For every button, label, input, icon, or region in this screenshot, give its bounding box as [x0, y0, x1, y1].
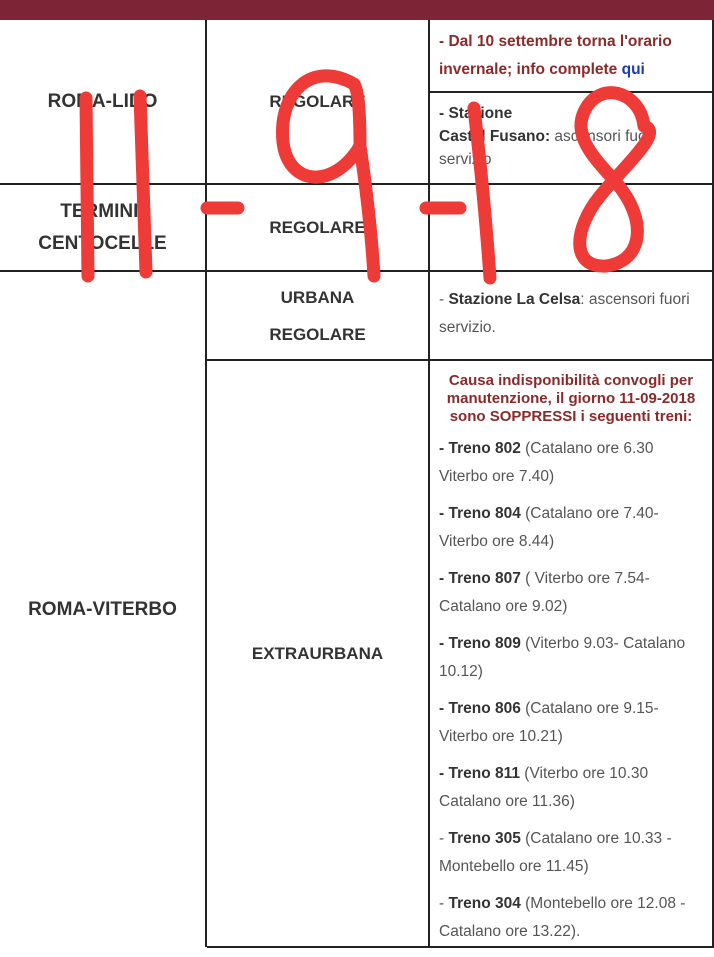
- notice-text: ascensori fuori servizio: [439, 128, 656, 168]
- status-label: REGOLARE: [269, 324, 366, 344]
- train-number: - Treno 811: [439, 765, 520, 782]
- train-number: Treno 305: [448, 830, 521, 847]
- line-name-cell: [0, 272, 205, 947]
- notice-castel-fusano: [439, 102, 701, 171]
- train-number: - Treno 809: [439, 635, 521, 652]
- notice-prefix: -: [439, 291, 449, 308]
- notice-la-celsa: [439, 286, 701, 342]
- service-type: EXTRAURBANA: [251, 644, 384, 663]
- line-name: ROMA-VITERBO: [28, 598, 177, 620]
- train-schedule: (Catalano ore 6.30 Viterbo ore 7.40): [439, 440, 654, 485]
- train-schedule: (Montebello ore 12.08 - Catalano ore 13.22).: [439, 895, 686, 940]
- service-type: URBANA: [280, 287, 355, 307]
- train-item: [439, 500, 703, 556]
- status-cell: [207, 185, 428, 270]
- status-cell: [207, 361, 428, 946]
- notice-text: : ascensori fuori servizio.: [439, 291, 690, 336]
- train-item: [439, 565, 703, 621]
- train-schedule: (Catalano ore 7.40- Viterbo ore 8.44): [439, 505, 659, 550]
- status-label: REGOLARE: [269, 218, 366, 237]
- train-item: [439, 760, 703, 816]
- train-prefix: -: [439, 830, 449, 847]
- table-divider: [207, 946, 714, 948]
- status-cell: [207, 272, 428, 359]
- train-number: - Treno 802: [439, 440, 521, 457]
- train-schedule: (Catalano ore 9.15- Viterbo ore 10.21): [439, 700, 659, 745]
- line-name: ROMA-LIDO: [47, 90, 158, 112]
- notice-orario: [439, 28, 701, 84]
- train-schedule: (Viterbo ore 10.30 Catalano ore 11.36): [439, 765, 649, 810]
- train-number: Treno 304: [448, 895, 521, 912]
- line-name: CENTOCELLE: [38, 232, 167, 254]
- train-list: [439, 435, 703, 946]
- notice-prefix: - Stazione: [439, 105, 513, 122]
- line-name-cell: [0, 185, 205, 270]
- train-schedule: ( Viterbo ore 7.54- Catalano ore 9.02): [439, 570, 650, 615]
- station-name: Stazione La Celsa: [448, 291, 581, 308]
- status-label: REGOLARE: [269, 92, 366, 111]
- train-item: [439, 825, 703, 881]
- header-bar: [0, 0, 714, 20]
- train-number: - Treno 804: [439, 505, 521, 522]
- notice-headline: Causa indisponibilità convogli per manutenzione, il giorno 11-09-2018 sono SOPPRESSI i seguenti treni:: [446, 372, 696, 425]
- info-link[interactable]: qui: [621, 61, 645, 78]
- status-table: [0, 20, 714, 957]
- notice-text: - Dal 10 settembre torna l'orario invernale; info complete: [439, 33, 672, 78]
- train-item: [439, 695, 703, 751]
- line-name-cell: [0, 20, 205, 183]
- table-divider: [428, 20, 430, 947]
- train-schedule: (Catalano ore 10.33 - Montebello ore 11.45): [439, 830, 672, 875]
- train-number: - Treno 807: [439, 570, 521, 587]
- train-schedule: (Viterbo 9.03- Catalano 10.12): [439, 635, 686, 680]
- table-divider: [430, 91, 714, 93]
- station-name: Castel Fusano:: [439, 128, 551, 145]
- train-number: - Treno 806: [439, 700, 521, 717]
- train-item: [439, 630, 703, 686]
- train-prefix: -: [439, 895, 449, 912]
- train-item: [439, 435, 703, 491]
- notice-soppressi: [439, 372, 703, 946]
- train-item: [439, 890, 703, 946]
- line-name: TERMINI-: [60, 200, 145, 222]
- status-cell: [207, 20, 428, 183]
